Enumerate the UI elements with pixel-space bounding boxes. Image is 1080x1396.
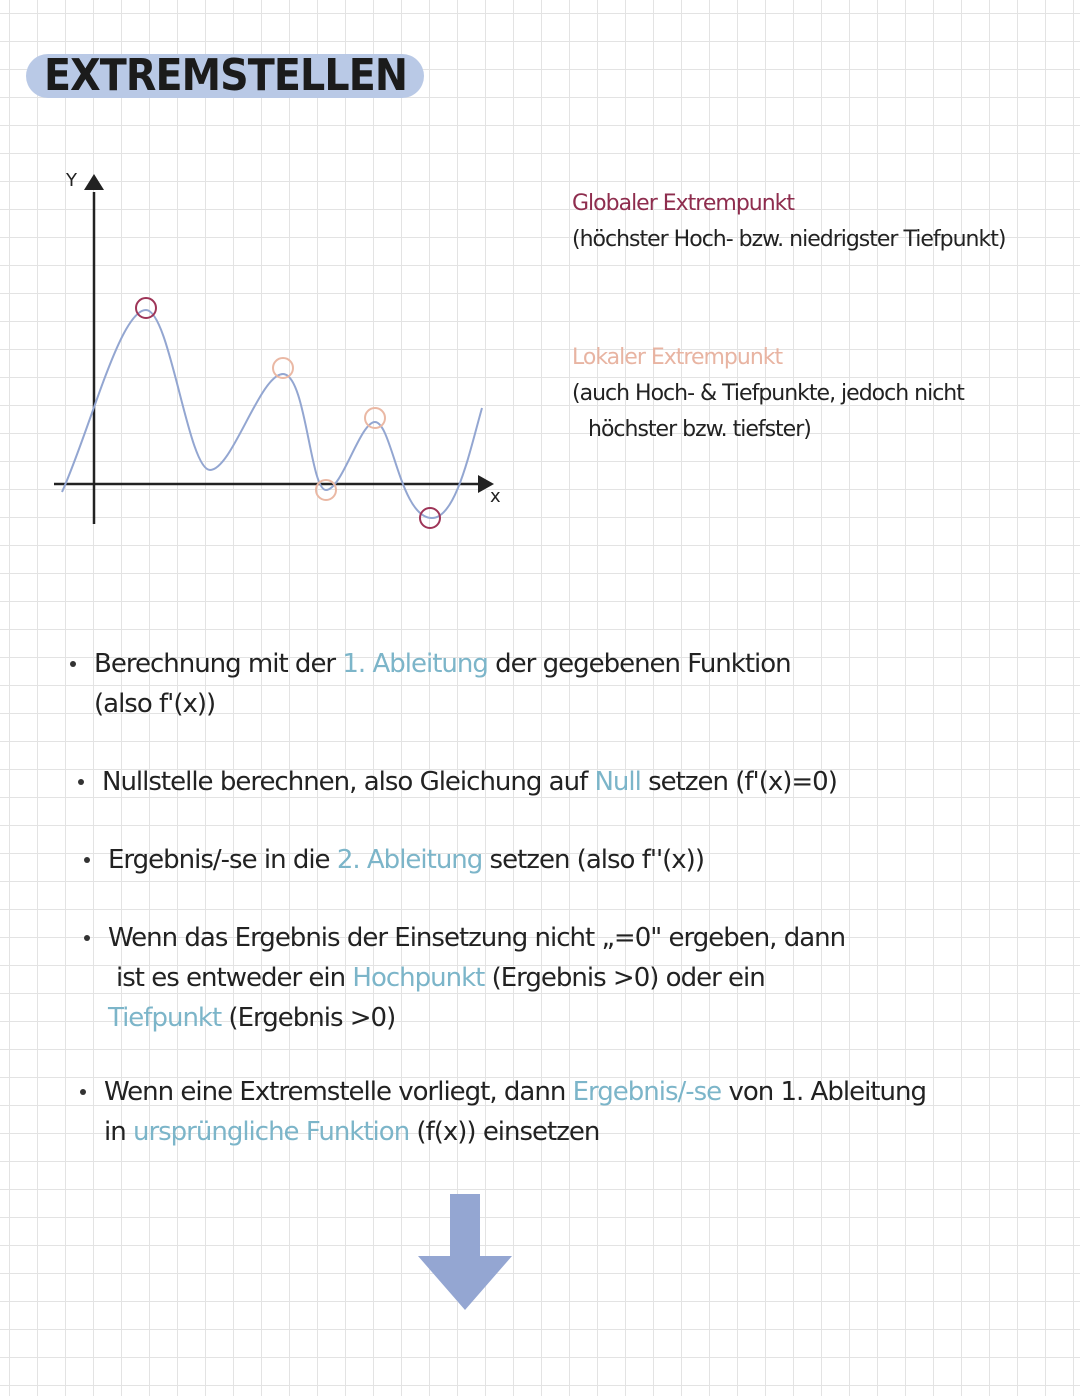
step-2-text: Nullstelle berechnen, also Gleichung auf [102, 767, 595, 797]
step-2-highlight: Null [594, 767, 641, 797]
step-zero [102, 762, 837, 802]
extremum-graph [40, 160, 510, 540]
step-4-hochpunkt: Hochpunkt [352, 963, 485, 993]
step-3-text: Ergebnis/-se in die [108, 845, 337, 875]
step-3-text-end: setzen (also f''(x)) [482, 845, 704, 875]
step-first-derivative [94, 644, 791, 724]
y-axis-arrowhead [84, 174, 104, 190]
step-5-line-1: Wenn eine Extremstelle vorliegt, dann [104, 1077, 573, 1107]
global-maximum-marker [136, 298, 156, 318]
step-classify [108, 918, 845, 1038]
step-1-text-end: der gegebenen Funktion [487, 649, 791, 679]
step-3-highlight: 2. Ableitung [336, 845, 483, 875]
step-second-derivative [108, 840, 704, 880]
local-extremum-note [572, 340, 964, 448]
step-2-text-end: setzen (f'(x)=0) [640, 767, 837, 797]
function-curve [62, 310, 482, 518]
step-4-line-1: Wenn das Ergebnis der Einsetzung nicht „=0" ergeben, dann [108, 923, 846, 953]
x-axis-label: x [490, 486, 501, 507]
y-axis-label: Y [66, 170, 77, 191]
step-5-line-2: in [104, 1117, 133, 1147]
global-extremum-note [572, 186, 1005, 258]
global-extremum-heading: Globaler Extrempunkt [572, 191, 795, 216]
step-insert-original [104, 1072, 926, 1152]
step-4-line-3-end: (Ergebnis >0) [221, 1003, 396, 1033]
step-5-highlight-2: ursprüngliche Funktion [132, 1117, 410, 1147]
step-4-line-2-end: (Ergebnis >0) oder ein [484, 963, 765, 993]
step-4-line-2: ist es entweder ein [116, 963, 353, 993]
global-extremum-text: (höchster Hoch- bzw. niedrigster Tiefpunkt) [572, 227, 1006, 252]
down-arrow-icon [414, 1192, 514, 1312]
page-title: EXTREMSTELLEN [44, 50, 408, 101]
local-extremum-text-1: (auch Hoch- & Tiefpunkte, jedoch nicht [572, 381, 964, 406]
step-1-text: Berechnung mit der [94, 649, 343, 679]
step-1-highlight: 1. Ableitung [342, 649, 488, 679]
local-extremum-text-2: höchster bzw. tiefster) [588, 417, 811, 442]
step-4-tiefpunkt: Tiefpunkt [108, 1003, 222, 1033]
step-5-line-1-end: von 1. Ableitung [721, 1077, 926, 1107]
step-1-line-2: (also f'(x)) [94, 689, 216, 719]
local-maximum-marker-2 [365, 408, 385, 428]
step-5-line-2-end: (f(x)) einsetzen [409, 1117, 600, 1147]
step-5-highlight-1: Ergebnis/-se [572, 1077, 722, 1107]
local-extremum-heading: Lokaler Extrempunkt [572, 345, 783, 370]
